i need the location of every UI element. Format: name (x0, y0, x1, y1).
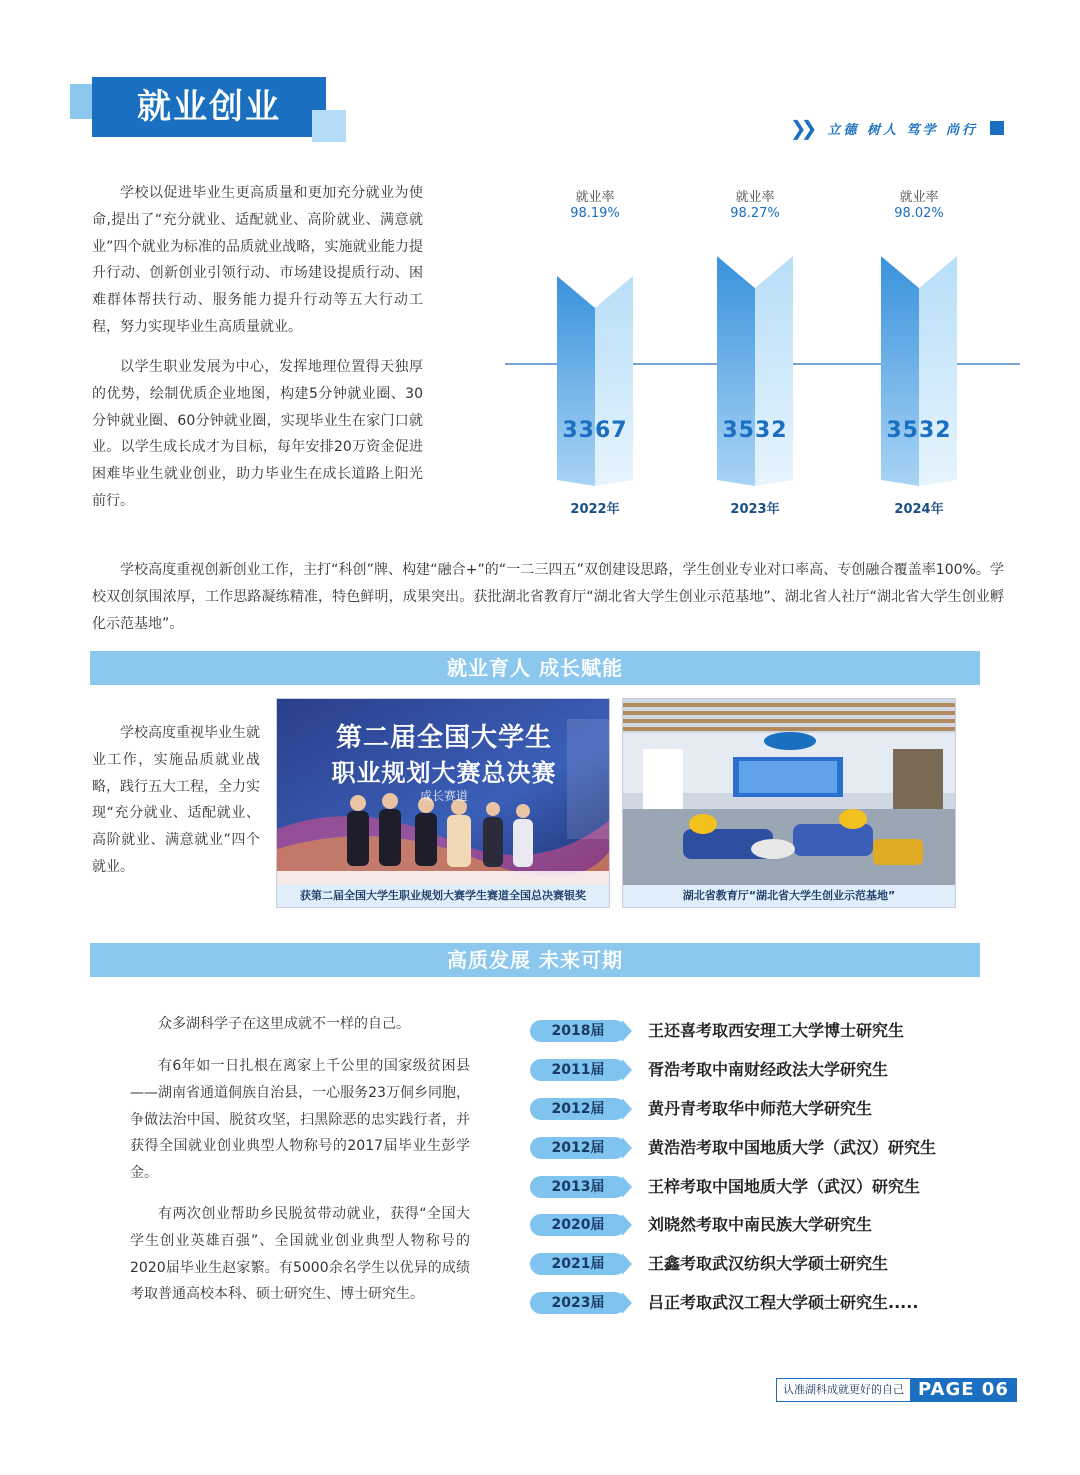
section-banner-employment: 就业育人 成长赋能 (90, 651, 980, 685)
chart-bar (881, 256, 957, 486)
double-chevron-icon: ❯❯ (789, 116, 812, 140)
motto-text: 立德 树人 笃学 尚行 (827, 122, 978, 138)
photo-competition (276, 698, 610, 908)
motto-square-icon (990, 121, 1004, 135)
section1-paragraph: 学校高度重视毕业生就业工作，实施品质就业战略，践行五大工程，全力实现“充分就业、适配就业、高阶就业、满意就业”四个就业。 (92, 725, 260, 875)
graduate-list (530, 1016, 990, 1327)
page-footer (776, 1378, 1017, 1402)
year-pill (530, 1292, 626, 1314)
section2-paragraph-2: 有6年如一日扎根在离家上千公里的国家级贫困县——湖南省通道侗族自治县，一心服务23万侗乡同胞，争做法治中国、脱贫攻坚，扫黑除恶的忠实践行者，并获得全国就业创业典型人物称号的2017届毕业生彭学金。 (130, 1058, 470, 1182)
graduate-row (530, 1172, 990, 1211)
graduate-year: 2018届 (551, 1023, 605, 1039)
chart-canvas (505, 180, 1020, 520)
footer-slogan: 认准湖科成就更好的自己 (776, 1378, 910, 1402)
school-motto (790, 118, 1004, 138)
graduate-row (530, 1133, 990, 1172)
graduate-achievement: 刘晓然考取中南民族大学研究生 (648, 1215, 873, 1235)
graduate-year: 2012届 (551, 1139, 605, 1156)
section-banner-development: 高质发展 未来可期 (90, 943, 980, 977)
section2-paragraph-3: 有两次创业帮助乡民脱贫带动就业，获得“全国大学生创业英雄百强”、全国就业创业典型人物称号的2020届毕业生赵家繁。有5000余名学生以优异的成绩考取普通高校本科、硕士研究生、博士研究生。 (130, 1206, 470, 1303)
competition-photo-image (277, 699, 609, 887)
graduate-achievement: 王还喜考取西安理工大学博士研究生 (648, 1021, 905, 1040)
graduate-achievement: 王鑫考取武汉纺织大学硕士研究生 (648, 1254, 889, 1274)
year-pill (530, 1020, 626, 1042)
graduate-achievement: 胥浩考取中南财经政法大学研究生 (648, 1059, 889, 1079)
graduate-year: 2021届 (551, 1256, 605, 1273)
graduate-year: 2023届 (551, 1295, 605, 1312)
graduate-row (530, 1210, 990, 1249)
graduate-row (530, 1055, 990, 1094)
chart-category-label: 2023年 (730, 502, 780, 517)
page-title: 就业创业 (137, 87, 281, 127)
chart-bar-value: 3367 (562, 418, 628, 443)
graduate-year: 2012届 (551, 1100, 605, 1117)
page-number: PAGE 06 (910, 1378, 1017, 1402)
photo-caption-competition: 获第二届全国大学生职业规划大赛学生赛道全国总决赛银奖 (277, 885, 609, 907)
year-pill (530, 1253, 626, 1275)
chart-category-label: 2022年 (570, 502, 620, 517)
chart-category-label: 2024年 (894, 502, 944, 517)
graduate-row (530, 1249, 990, 1288)
chart-bar-value: 3532 (886, 418, 952, 443)
year-pill (530, 1098, 626, 1120)
graduate-year: 2011届 (551, 1061, 605, 1078)
graduate-year: 2020届 (551, 1217, 605, 1234)
competition-sign-line1: 第二届全国大学生 (335, 723, 552, 753)
chart-rate-value: 98.19% (570, 206, 620, 221)
graduate-achievement: 黄浩浩考取中国地质大学（武汉）研究生 (648, 1137, 937, 1157)
graduate-row (530, 1288, 990, 1327)
intro-paragraph-2: 以学生职业发展为中心，发挥地理位置得天独厚的优势，绘制优质企业地图，构建5分钟就业圈、30分钟就业圈、60分钟就业圈，实现毕业生在家门口就业。以学生成长成才为目标，每年安排20万资金促进困难毕业生就业创业，助力毕业生在成长道路上阳光前行。 (92, 359, 423, 509)
graduate-achievement: 吕正考取武汉工程大学硕士研究生..... (648, 1293, 919, 1313)
chart-bar (557, 276, 633, 486)
graduate-row (530, 1094, 990, 1133)
employment-chart (505, 180, 1020, 520)
intro-paragraph-1: 学校以促进毕业生更高质量和更加充分就业为使命,提出了“充分就业、适配就业、高阶就业、满意就业”四个就业为标准的品质就业战略，实施就业能力提升行动、创新创业引领行动、市场建设提质行动、困难群体帮扶行动、服务能力提升行动等五大行动工程，努力实现毕业生高质量就业。 (92, 185, 423, 335)
chart-rate-label: 就业率 (899, 190, 939, 205)
photo-caption-startup-base: 湖北省教育厅“湖北省大学生创业示范基地” (623, 885, 955, 907)
chart-rate-value: 98.02% (894, 206, 944, 221)
chart-bar (717, 256, 793, 486)
competition-sign-line3: 成长赛道 (419, 789, 468, 803)
graduate-achievement: 黄丹青考取华中师范大学研究生 (648, 1098, 873, 1118)
startup-base-photo-image (623, 699, 955, 887)
year-pill (530, 1214, 626, 1236)
photo-startup-base (622, 698, 956, 908)
year-pill (530, 1176, 626, 1198)
chart-bar-value: 3532 (722, 418, 788, 443)
chart-rate-value: 98.27% (730, 206, 780, 221)
graduate-year: 2013届 (551, 1178, 605, 1195)
graduate-achievement: 王梓考取中国地质大学（武汉）研究生 (648, 1176, 921, 1196)
chart-rate-label: 就业率 (575, 190, 615, 205)
graduate-row (530, 1016, 990, 1055)
section2-paragraph-1: 众多湖科学子在这里成就不一样的自己。 (158, 1016, 410, 1032)
innovation-paragraph: 学校高度重视创新创业工作，主打“科创”牌、构建“融合+”的“一二三四五”双创建设思路，学生创业专业对口率高、专创融合覆盖率100%。学校双创氛围浓厚，工作思路凝练精准，特色鲜明，成果突出。获批湖北省教育厅“湖北省大学生创业示范基地”、湖北省人社厅“湖北省大学生创业孵化示范基地”。 (92, 562, 1004, 632)
chart-rate-label: 就业率 (735, 190, 775, 205)
year-pill (530, 1137, 626, 1159)
competition-sign-line2: 职业规划大赛总决赛 (331, 759, 557, 787)
year-pill (530, 1059, 626, 1081)
